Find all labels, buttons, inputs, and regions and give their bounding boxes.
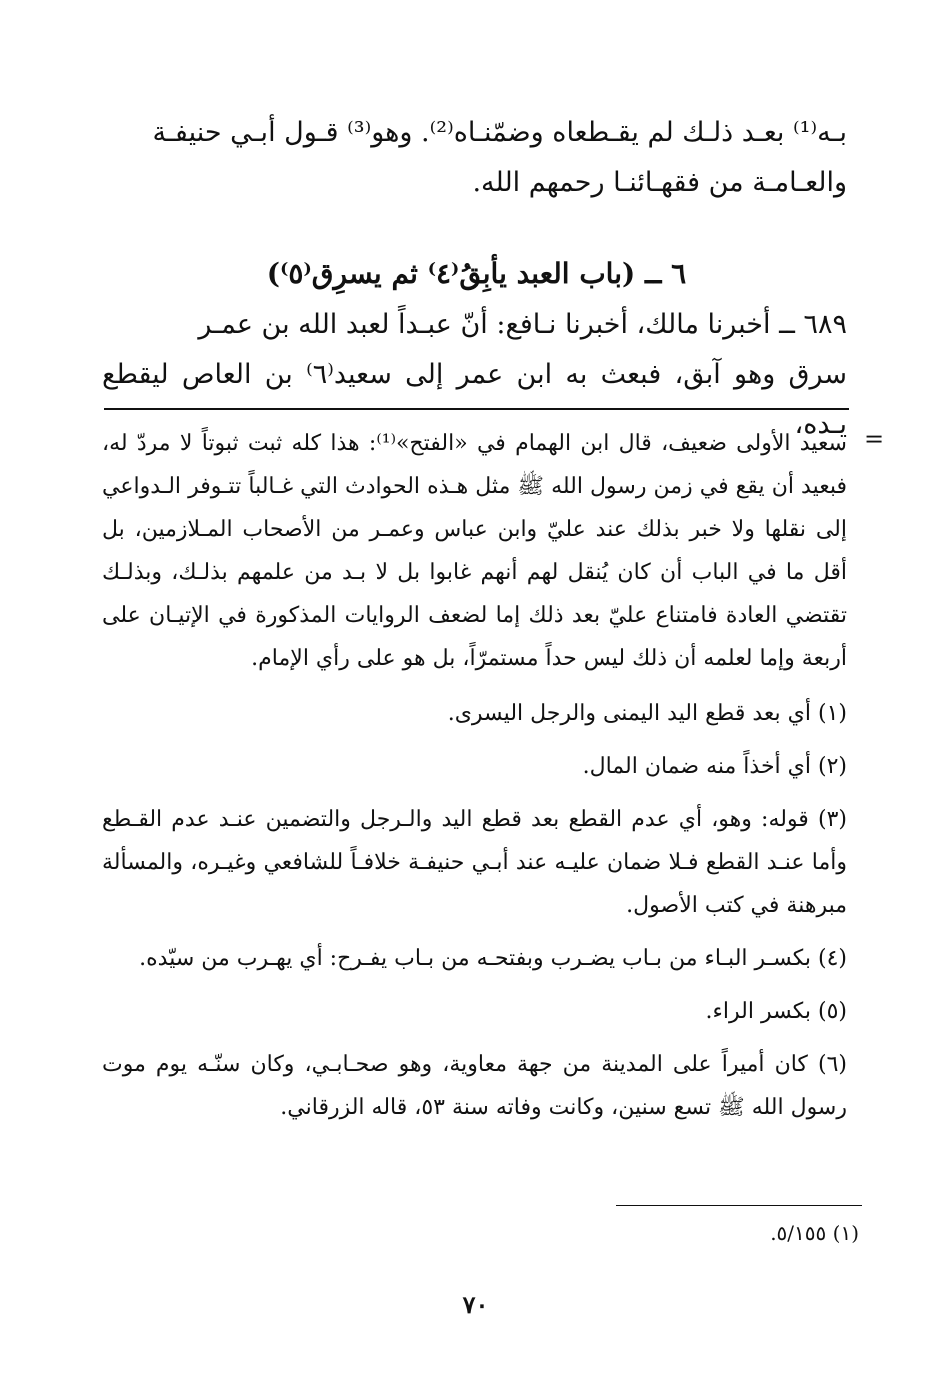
footnote-text: كان أميراً على المدينة من جهة معاوية، وهو صحـابـي، وكان سنّـه يوم موت رسول الله ﷺ تسع سنين، وكانت وفاته سنة ٥٣، قاله الزرقاني.	[102, 1052, 847, 1120]
main-text	[102, 108, 847, 208]
footnote-text: قوله: وهو، أي عدم القطع بعد قطع اليد والـرجل والتضمين عنـد عدم القـطع وأما عنـد القطع فـلا ضمان عليـه عند أبـي حنيفـة خلافـاً للشافعي وغيـره، والمسألة مبرهنة في كتب الأصول.	[102, 807, 847, 918]
continued-footnote: سعيد الأولى ضعيف، قال ابن الهمام في «الفتح»⁽¹⁾: هذا كله ثبت ثبوتاً لا مردّ له، فبعيد أن يقع في زمن رسول الله ﷺ مثل هـذه الحوادث التي غـالباً تتـوفر الـدواعي إلى نقلها ولا خبر بذلك عند عليّ وابن عباس وعمـر من الأصحاب المـلازمين، بل أقل ما في الباب أن كان يُنقل لهم أنهم غابوا بل لا بـد من علمهم بذلـك، وبذلـك تقتضي العادة فامتناع عليّ بعد ذلك إما لضعف الروايات المذكورة في الإتيـان على أربعة وإما لعلمه أن ذلك ليس حداً مستمرّاً، بل هو على رأي الإمام.	[102, 431, 847, 671]
main-text-line-2: والعـامـة من فقهـائنـا رحمهم الله.	[472, 167, 847, 198]
reference-note: (١) ٥/١٥٥.	[770, 1221, 859, 1245]
footnote-1	[102, 692, 847, 735]
footnote-number: (٣)	[817, 807, 847, 832]
footnote-number: (٥)	[817, 999, 847, 1024]
reference-separator	[616, 1205, 862, 1206]
footnote-number: (٦)	[817, 1052, 847, 1077]
continuation-mark: =	[864, 425, 885, 453]
footnote-6	[102, 1043, 847, 1129]
footnote-text: أي أخذاً منه ضمان المال.	[582, 754, 811, 779]
footnote-3	[102, 798, 847, 927]
page-number: ٧٠	[462, 1290, 489, 1319]
footnote-number: (٤)	[817, 946, 847, 971]
footnote-text: بكسر الراء.	[705, 999, 811, 1024]
hadith-line-2: سرق وهو آبق، فبعث به ابن عمر إلى سعيد⁽٦⁾ بن العاص ليقطع يـده،	[102, 359, 848, 440]
footnote-5	[102, 990, 847, 1033]
main-text-line-1: بـه⁽¹⁾ بعـد ذلـك لم يقـطعاه وضمّنـاه⁽²⁾. وهو⁽³⁾ قـول أبـي حنيفـة	[152, 117, 847, 148]
footnote-number: (١)	[817, 701, 847, 726]
footnote-separator	[104, 408, 849, 410]
chapter-title: ٦ ــ (باب العبد يأبِقُ⁽٤⁾ ثم يسرِق⁽٥⁾)	[266, 257, 687, 290]
hadith-line-1: ٦٨٩ ــ أخبرنا مالك، أخبرنا نـافع: أنّ عبـداً لعبد الله بن عمـر	[198, 309, 847, 340]
footnote-text: بكسـر البـاء من بـاب يضـرب وبفتحـه من بـاب يفـرح: أي يهـرب من سيّده.	[139, 946, 811, 971]
footnote-number: (٢)	[817, 754, 847, 779]
footnote-2	[102, 745, 847, 788]
footnote-4	[102, 937, 847, 980]
footnotes-section	[102, 422, 847, 1139]
footnote-text: أي بعد قطع اليد اليمنى والرجل اليسرى.	[447, 701, 811, 726]
